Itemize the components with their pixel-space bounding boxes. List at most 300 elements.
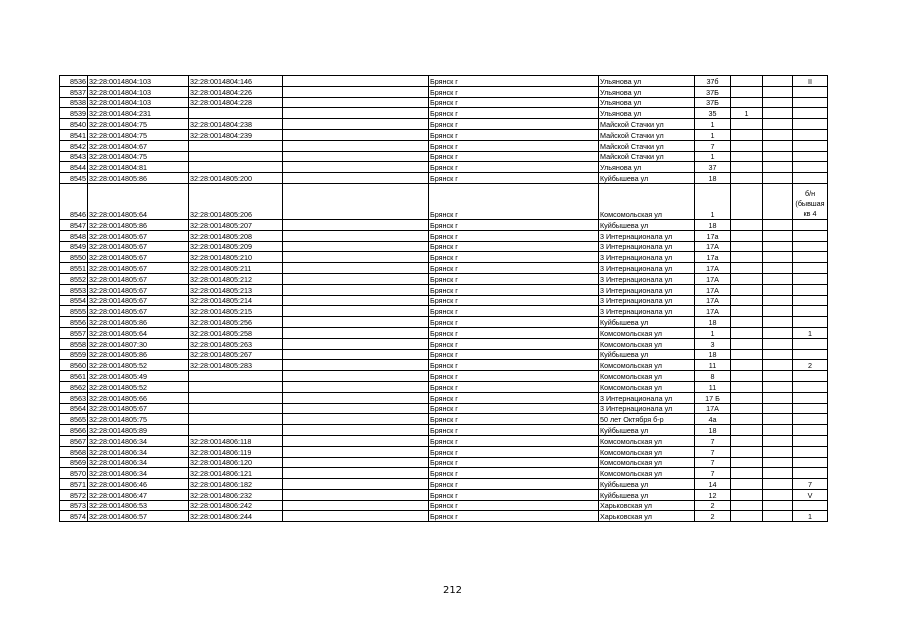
- cell-cadastral-number: 32:28:0014804:103: [88, 97, 189, 108]
- cell-building-number: [731, 241, 763, 252]
- cell-house-number: 17А: [695, 241, 731, 252]
- cell-street: 3 Интернационала ул: [599, 241, 695, 252]
- cell-house-number: 2: [695, 511, 731, 522]
- cell-sub-cadastral-number: 32:28:0014805:214: [189, 295, 283, 306]
- cell-sub-cadastral-number: 32:28:0014804:239: [189, 129, 283, 140]
- cell-extra-column: [763, 349, 793, 360]
- cell-apartment-number: V: [793, 489, 828, 500]
- cell-sub-cadastral-number: 32:28:0014806:118: [189, 435, 283, 446]
- cell-street: 3 Интернационала ул: [599, 306, 695, 317]
- cell-extra-column: [763, 414, 793, 425]
- cell-street: Комсомольская ул: [599, 327, 695, 338]
- cell-extra-column: [763, 151, 793, 162]
- cell-street: 3 Интернационала ул: [599, 252, 695, 263]
- cell-blank-column: [283, 162, 429, 173]
- cell-cadastral-number: 32:28:0014805:67: [88, 273, 189, 284]
- cell-apartment-number: [793, 435, 828, 446]
- cell-city: Брянск г: [429, 108, 599, 119]
- cell-sub-cadastral-number: 32:28:0014804:226: [189, 86, 283, 97]
- cell-cadastral-number: 32:28:0014804:103: [88, 76, 189, 87]
- cell-cadastral-number: 32:28:0014805:67: [88, 263, 189, 274]
- cell-blank-column: [283, 252, 429, 263]
- cell-blank-column: [283, 425, 429, 436]
- cell-apartment-number: [793, 140, 828, 151]
- cell-sub-cadastral-number: 32:28:0014804:146: [189, 76, 283, 87]
- cell-street: Куйбышева ул: [599, 219, 695, 230]
- cell-cadastral-number: 32:28:0014805:67: [88, 230, 189, 241]
- cell-city: Брянск г: [429, 284, 599, 295]
- cell-sub-cadastral-number: [189, 381, 283, 392]
- cell-building-number: [731, 489, 763, 500]
- cell-apartment-number: [793, 338, 828, 349]
- cell-house-number: 37: [695, 162, 731, 173]
- cell-apartment-number: [793, 306, 828, 317]
- table-row: [60, 252, 828, 263]
- cell-extra-column: [763, 468, 793, 479]
- table-row: [60, 338, 828, 349]
- table-row: [60, 381, 828, 392]
- cell-extra-column: [763, 86, 793, 97]
- cell-extra-column: [763, 360, 793, 371]
- cell-sub-cadastral-number: 32:28:0014805:206: [189, 183, 283, 219]
- table-row: [60, 403, 828, 414]
- cell-building-number: [731, 317, 763, 328]
- cell-cadastral-number: 32:28:0014805:67: [88, 252, 189, 263]
- cell-house-number: 37Б: [695, 86, 731, 97]
- table-row: [60, 360, 828, 371]
- cell-house-number: 1: [695, 129, 731, 140]
- table-row: [60, 371, 828, 382]
- cell-city: Брянск г: [429, 263, 599, 274]
- cell-street: 50 лет Октября б-р: [599, 414, 695, 425]
- cell-row-number: 8536: [60, 76, 88, 87]
- cell-building-number: [731, 468, 763, 479]
- cell-blank-column: [283, 381, 429, 392]
- cell-blank-column: [283, 349, 429, 360]
- cell-sub-cadastral-number: 32:28:0014805:215: [189, 306, 283, 317]
- cell-blank-column: [283, 468, 429, 479]
- cell-building-number: [731, 129, 763, 140]
- cell-blank-column: [283, 306, 429, 317]
- cell-street: Куйбышева ул: [599, 317, 695, 328]
- cell-row-number: 8558: [60, 338, 88, 349]
- cell-street: Комсомольская ул: [599, 435, 695, 446]
- cell-street: Куйбышева ул: [599, 489, 695, 500]
- table-row: [60, 414, 828, 425]
- cell-sub-cadastral-number: 32:28:0014806:121: [189, 468, 283, 479]
- cell-sub-cadastral-number: 32:28:0014805:267: [189, 349, 283, 360]
- table-row: [60, 284, 828, 295]
- cell-extra-column: [763, 327, 793, 338]
- cell-sub-cadastral-number: 32:28:0014805:200: [189, 173, 283, 184]
- table-row: [60, 151, 828, 162]
- cell-apartment-number: [793, 151, 828, 162]
- cell-cadastral-number: 32:28:0014805:86: [88, 349, 189, 360]
- cell-city: Брянск г: [429, 403, 599, 414]
- cell-sub-cadastral-number: 32:28:0014806:242: [189, 500, 283, 511]
- cell-row-number: 8555: [60, 306, 88, 317]
- cell-city: Брянск г: [429, 327, 599, 338]
- table-row: [60, 479, 828, 490]
- cell-house-number: 7: [695, 446, 731, 457]
- cell-apartment-number: [793, 252, 828, 263]
- cell-city: Брянск г: [429, 151, 599, 162]
- cell-house-number: 7: [695, 457, 731, 468]
- cell-sub-cadastral-number: 32:28:0014805:256: [189, 317, 283, 328]
- table-row: [60, 457, 828, 468]
- cell-building-number: [731, 446, 763, 457]
- cell-sub-cadastral-number: 32:28:0014805:258: [189, 327, 283, 338]
- cell-street: Куйбышева ул: [599, 425, 695, 436]
- cell-row-number: 8559: [60, 349, 88, 360]
- cell-street: Комсомольская ул: [599, 457, 695, 468]
- cell-apartment-number: [793, 108, 828, 119]
- cell-sub-cadastral-number: 32:28:0014805:207: [189, 219, 283, 230]
- cell-extra-column: [763, 219, 793, 230]
- cell-blank-column: [283, 173, 429, 184]
- cell-city: Брянск г: [429, 295, 599, 306]
- cell-row-number: 8566: [60, 425, 88, 436]
- cell-sub-cadastral-number: 32:28:0014805:212: [189, 273, 283, 284]
- cell-house-number: 18: [695, 349, 731, 360]
- cell-house-number: 7: [695, 468, 731, 479]
- cell-street: Комсомольская ул: [599, 360, 695, 371]
- cell-sub-cadastral-number: 32:28:0014805:209: [189, 241, 283, 252]
- cell-apartment-number: [793, 219, 828, 230]
- cell-building-number: [731, 403, 763, 414]
- cell-street: 3 Интернационала ул: [599, 273, 695, 284]
- cell-blank-column: [283, 489, 429, 500]
- cell-cadastral-number: 32:28:0014806:34: [88, 446, 189, 457]
- cell-sub-cadastral-number: 32:28:0014805:208: [189, 230, 283, 241]
- cell-house-number: 4а: [695, 414, 731, 425]
- cell-row-number: 8546: [60, 183, 88, 219]
- cell-blank-column: [283, 241, 429, 252]
- cell-blank-column: [283, 414, 429, 425]
- cell-extra-column: [763, 511, 793, 522]
- cell-city: Брянск г: [429, 371, 599, 382]
- cell-sub-cadastral-number: [189, 425, 283, 436]
- cell-blank-column: [283, 327, 429, 338]
- cell-city: Брянск г: [429, 219, 599, 230]
- cell-sub-cadastral-number: [189, 403, 283, 414]
- cell-extra-column: [763, 76, 793, 87]
- cell-extra-column: [763, 446, 793, 457]
- cell-row-number: 8573: [60, 500, 88, 511]
- cell-cadastral-number: 32:28:0014804:81: [88, 162, 189, 173]
- cell-blank-column: [283, 263, 429, 274]
- table-row: [60, 306, 828, 317]
- cell-row-number: 8548: [60, 230, 88, 241]
- cell-house-number: 35: [695, 108, 731, 119]
- cell-building-number: [731, 173, 763, 184]
- cell-city: Брянск г: [429, 97, 599, 108]
- cell-city: Брянск г: [429, 511, 599, 522]
- cell-row-number: 8542: [60, 140, 88, 151]
- cell-blank-column: [283, 119, 429, 130]
- cell-blank-column: [283, 435, 429, 446]
- cell-city: Брянск г: [429, 457, 599, 468]
- cell-row-number: 8541: [60, 129, 88, 140]
- registry-table-body: [60, 76, 828, 522]
- table-row: [60, 173, 828, 184]
- cell-apartment-number: [793, 263, 828, 274]
- cell-extra-column: [763, 263, 793, 274]
- cell-house-number: 2: [695, 500, 731, 511]
- cell-extra-column: [763, 457, 793, 468]
- cell-extra-column: [763, 162, 793, 173]
- cell-row-number: 8569: [60, 457, 88, 468]
- cell-blank-column: [283, 140, 429, 151]
- cell-cadastral-number: 32:28:0014805:75: [88, 414, 189, 425]
- cell-building-number: [731, 252, 763, 263]
- cell-sub-cadastral-number: 32:28:0014805:210: [189, 252, 283, 263]
- cell-blank-column: [283, 295, 429, 306]
- cell-city: Брянск г: [429, 183, 599, 219]
- cell-house-number: 11: [695, 360, 731, 371]
- cell-apartment-number: 2: [793, 360, 828, 371]
- cell-apartment-number: [793, 381, 828, 392]
- cell-apartment-number: [793, 317, 828, 328]
- cell-building-number: [731, 162, 763, 173]
- cell-house-number: 18: [695, 173, 731, 184]
- cell-street: Ульянова ул: [599, 97, 695, 108]
- cell-street: 3 Интернационала ул: [599, 263, 695, 274]
- table-row: [60, 183, 828, 219]
- cell-building-number: [731, 327, 763, 338]
- cell-house-number: 7: [695, 435, 731, 446]
- cell-city: Брянск г: [429, 360, 599, 371]
- cell-row-number: 8550: [60, 252, 88, 263]
- cell-extra-column: [763, 306, 793, 317]
- cell-apartment-number: [793, 349, 828, 360]
- cell-street: 3 Интернационала ул: [599, 230, 695, 241]
- cell-row-number: 8540: [60, 119, 88, 130]
- cell-cadastral-number: 32:28:0014805:67: [88, 295, 189, 306]
- cell-blank-column: [283, 97, 429, 108]
- cell-extra-column: [763, 173, 793, 184]
- cell-city: Брянск г: [429, 338, 599, 349]
- cell-sub-cadastral-number: 32:28:0014805:283: [189, 360, 283, 371]
- cell-blank-column: [283, 151, 429, 162]
- cell-row-number: 8547: [60, 219, 88, 230]
- cell-sub-cadastral-number: 32:28:0014806:120: [189, 457, 283, 468]
- cell-extra-column: [763, 183, 793, 219]
- cell-cadastral-number: 32:28:0014804:231: [88, 108, 189, 119]
- cell-sub-cadastral-number: [189, 151, 283, 162]
- cell-cadastral-number: 32:28:0014805:86: [88, 219, 189, 230]
- cell-extra-column: [763, 129, 793, 140]
- cell-row-number: 8563: [60, 392, 88, 403]
- table-row: [60, 119, 828, 130]
- cell-blank-column: [283, 360, 429, 371]
- cell-row-number: 8564: [60, 403, 88, 414]
- cell-blank-column: [283, 76, 429, 87]
- cell-apartment-number: [793, 425, 828, 436]
- cell-extra-column: [763, 403, 793, 414]
- cell-row-number: 8565: [60, 414, 88, 425]
- cell-row-number: 8552: [60, 273, 88, 284]
- cell-cadastral-number: 32:28:0014806:47: [88, 489, 189, 500]
- cell-apartment-number: [793, 129, 828, 140]
- cell-row-number: 8568: [60, 446, 88, 457]
- cell-cadastral-number: 32:28:0014805:67: [88, 241, 189, 252]
- cell-cadastral-number: 32:28:0014805:52: [88, 360, 189, 371]
- cell-city: Брянск г: [429, 306, 599, 317]
- cell-city: Брянск г: [429, 86, 599, 97]
- cell-house-number: 17А: [695, 306, 731, 317]
- cell-city: Брянск г: [429, 500, 599, 511]
- cell-extra-column: [763, 230, 793, 241]
- cell-street: Комсомольская ул: [599, 183, 695, 219]
- cell-row-number: 8553: [60, 284, 88, 295]
- table-row: [60, 140, 828, 151]
- cell-street: Майской Стачки ул: [599, 129, 695, 140]
- cell-house-number: 1: [695, 327, 731, 338]
- cell-extra-column: [763, 140, 793, 151]
- cell-city: Брянск г: [429, 392, 599, 403]
- cell-building-number: [731, 360, 763, 371]
- cell-apartment-number: [793, 414, 828, 425]
- table-row: [60, 317, 828, 328]
- table-row: [60, 273, 828, 284]
- cell-extra-column: [763, 97, 793, 108]
- cell-extra-column: [763, 317, 793, 328]
- cell-row-number: 8543: [60, 151, 88, 162]
- cell-row-number: 8556: [60, 317, 88, 328]
- cell-house-number: 17А: [695, 273, 731, 284]
- cell-extra-column: [763, 273, 793, 284]
- cell-blank-column: [283, 392, 429, 403]
- cell-sub-cadastral-number: [189, 392, 283, 403]
- cell-house-number: 3: [695, 338, 731, 349]
- cell-street: Ульянова ул: [599, 76, 695, 87]
- cell-cadastral-number: 32:28:0014804:75: [88, 151, 189, 162]
- cell-city: Брянск г: [429, 119, 599, 130]
- cell-city: Брянск г: [429, 446, 599, 457]
- cell-cadastral-number: 32:28:0014805:64: [88, 183, 189, 219]
- cell-building-number: [731, 381, 763, 392]
- cell-row-number: 8574: [60, 511, 88, 522]
- cell-house-number: 18: [695, 219, 731, 230]
- cell-street: Ульянова ул: [599, 86, 695, 97]
- cell-city: Брянск г: [429, 76, 599, 87]
- cell-blank-column: [283, 183, 429, 219]
- cell-building-number: [731, 97, 763, 108]
- cell-row-number: 8567: [60, 435, 88, 446]
- cell-building-number: [731, 457, 763, 468]
- table-row: [60, 435, 828, 446]
- cell-apartment-number: II: [793, 76, 828, 87]
- cell-street: Майской Стачки ул: [599, 151, 695, 162]
- cell-sub-cadastral-number: 32:28:0014804:228: [189, 97, 283, 108]
- cell-building-number: [731, 273, 763, 284]
- cell-row-number: 8570: [60, 468, 88, 479]
- cell-house-number: 18: [695, 317, 731, 328]
- cell-blank-column: [283, 457, 429, 468]
- cell-street: Майской Стачки ул: [599, 140, 695, 151]
- cell-cadastral-number: 32:28:0014805:49: [88, 371, 189, 382]
- cell-cadastral-number: 32:28:0014805:67: [88, 403, 189, 414]
- cell-street: Комсомольская ул: [599, 338, 695, 349]
- cell-apartment-number: [793, 446, 828, 457]
- cell-sub-cadastral-number: 32:28:0014806:182: [189, 479, 283, 490]
- cell-sub-cadastral-number: 32:28:0014806:232: [189, 489, 283, 500]
- cell-apartment-number: [793, 273, 828, 284]
- cell-house-number: 1: [695, 119, 731, 130]
- cell-city: Брянск г: [429, 381, 599, 392]
- cell-row-number: 8554: [60, 295, 88, 306]
- table-row: [60, 230, 828, 241]
- cell-apartment-number: [793, 86, 828, 97]
- cell-apartment-number: [793, 230, 828, 241]
- cell-apartment-number: [793, 371, 828, 382]
- cell-cadastral-number: 32:28:0014806:46: [88, 479, 189, 490]
- cell-blank-column: [283, 284, 429, 295]
- cell-apartment-number: [793, 403, 828, 414]
- cell-sub-cadastral-number: [189, 371, 283, 382]
- cell-row-number: 8537: [60, 86, 88, 97]
- cell-blank-column: [283, 230, 429, 241]
- cell-city: Брянск г: [429, 173, 599, 184]
- cell-cadastral-number: 32:28:0014805:67: [88, 306, 189, 317]
- cell-cadastral-number: 32:28:0014805:64: [88, 327, 189, 338]
- cell-apartment-number: [793, 119, 828, 130]
- cell-extra-column: [763, 241, 793, 252]
- cell-building-number: [731, 338, 763, 349]
- cell-cadastral-number: 32:28:0014806:34: [88, 468, 189, 479]
- cell-extra-column: [763, 338, 793, 349]
- cell-sub-cadastral-number: [189, 414, 283, 425]
- cell-house-number: 8: [695, 371, 731, 382]
- cell-apartment-number: [793, 295, 828, 306]
- cell-house-number: 11: [695, 381, 731, 392]
- cell-extra-column: [763, 392, 793, 403]
- cell-city: Брянск г: [429, 489, 599, 500]
- table-row: [60, 129, 828, 140]
- cell-row-number: 8571: [60, 479, 88, 490]
- cell-house-number: 17А: [695, 263, 731, 274]
- cell-street: Комсомольская ул: [599, 381, 695, 392]
- cell-city: Брянск г: [429, 230, 599, 241]
- cell-row-number: 8544: [60, 162, 88, 173]
- table-row: [60, 219, 828, 230]
- cell-city: Брянск г: [429, 435, 599, 446]
- cell-cadastral-number: 32:28:0014805:86: [88, 317, 189, 328]
- cell-extra-column: [763, 500, 793, 511]
- cell-cadastral-number: 32:28:0014804:75: [88, 129, 189, 140]
- cell-apartment-number: [793, 284, 828, 295]
- cell-apartment-number: 7: [793, 479, 828, 490]
- table-row: [60, 295, 828, 306]
- cell-street: Куйбышева ул: [599, 479, 695, 490]
- cell-street: Комсомольская ул: [599, 446, 695, 457]
- cell-sub-cadastral-number: [189, 108, 283, 119]
- cell-street: Харьковская ул: [599, 511, 695, 522]
- cell-house-number: 1: [695, 183, 731, 219]
- table-row: [60, 446, 828, 457]
- cell-house-number: 37Б: [695, 97, 731, 108]
- cell-street: 3 Интернационала ул: [599, 284, 695, 295]
- cell-street: Ульянова ул: [599, 162, 695, 173]
- cell-building-number: [731, 219, 763, 230]
- table-row: [60, 425, 828, 436]
- cell-building-number: [731, 119, 763, 130]
- cell-apartment-number: б/н (бывшая кв 4: [793, 183, 828, 219]
- cell-house-number: 12: [695, 489, 731, 500]
- cell-apartment-number: [793, 162, 828, 173]
- cell-cadastral-number: 32:28:0014804:103: [88, 86, 189, 97]
